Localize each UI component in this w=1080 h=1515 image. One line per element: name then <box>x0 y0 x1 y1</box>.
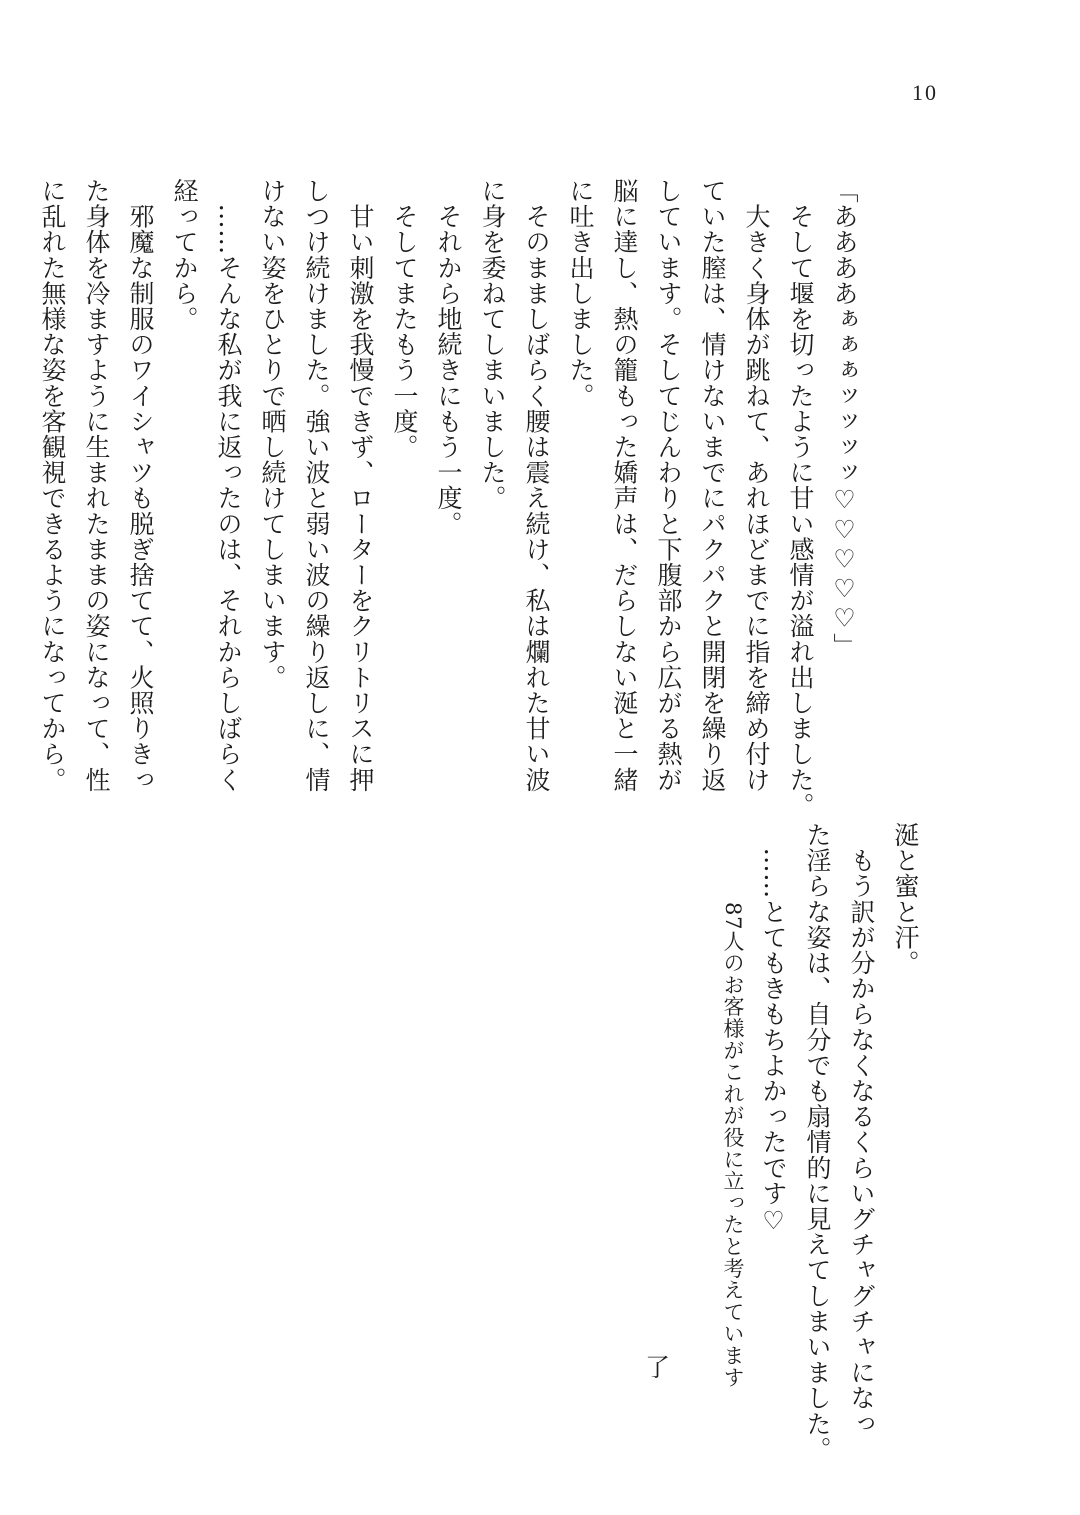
text-line: それから地続きにもう一度。 <box>434 178 463 537</box>
story-text-lower <box>751 822 927 1462</box>
text-line: 「ああああぁぁぁッッッッ♡♡♡♡♡」 <box>830 178 859 659</box>
text-line: そのまましばらく腰は震え続け、私は爛れた甘い波 <box>522 178 551 793</box>
text-line: 脳に達し、熱の籠もった嬌声は、だらしない涎と一緒 <box>610 178 639 793</box>
text-line: 涎と蜜と汗。 <box>891 822 920 976</box>
text-line: に身を委ねてしまいました。 <box>478 178 507 511</box>
text-line: 経ってから。 <box>170 178 199 332</box>
page-number: 10 <box>912 80 938 105</box>
text-line: 大きく身体が跳ねて、あれほどまでに指を締め付け <box>742 178 771 793</box>
text-line: 邪魔な制服のワイシャツも脱ぎ捨てて、火照りきっ <box>126 178 155 793</box>
end-mark: 了 <box>645 1353 671 1382</box>
text-line: に吐き出しました。 <box>566 178 595 409</box>
text-line: た淫らな姿は、自分でも扇情的に見えてしまいました。 <box>803 822 832 1462</box>
text-line: そしてまたもう一度。 <box>390 178 419 460</box>
text-line: ていた膣は、情けないまでにパクパクと開閉を繰り返 <box>698 178 727 793</box>
text-line: ……そんな私が我に返ったのは、それからしばらく <box>214 178 243 793</box>
text-line: 甘い刺激を我慢できず、ローターをクリトリスに押 <box>346 178 375 793</box>
text-line: しつけ続けました。強い波と弱い波の繰り返しに、情 <box>302 178 331 793</box>
text-line: けない姿をひとりで晒し続けてしまいます。 <box>258 178 287 690</box>
text-line: もう訳が分からなくなるくらいグチャグチャになっ <box>847 822 876 1437</box>
helpful-count-note: 87人のお客様がこれが役に立ったと考えています <box>721 902 745 1389</box>
text-line: ……とてもきもちよかったです♡ <box>759 822 788 1236</box>
text-line: そして堰を切ったように甘い感情が溢れ出しました。 <box>786 178 815 818</box>
text-line: た身体を冷ますように生まれたままの姿になって、性 <box>82 178 111 793</box>
text-line: しています。そしてじんわりと下腹部から広がる熱が <box>654 178 683 793</box>
story-text-upper <box>30 178 866 818</box>
text-line: に乱れた無様な姿を客観視できるようになってから。 <box>38 178 67 793</box>
